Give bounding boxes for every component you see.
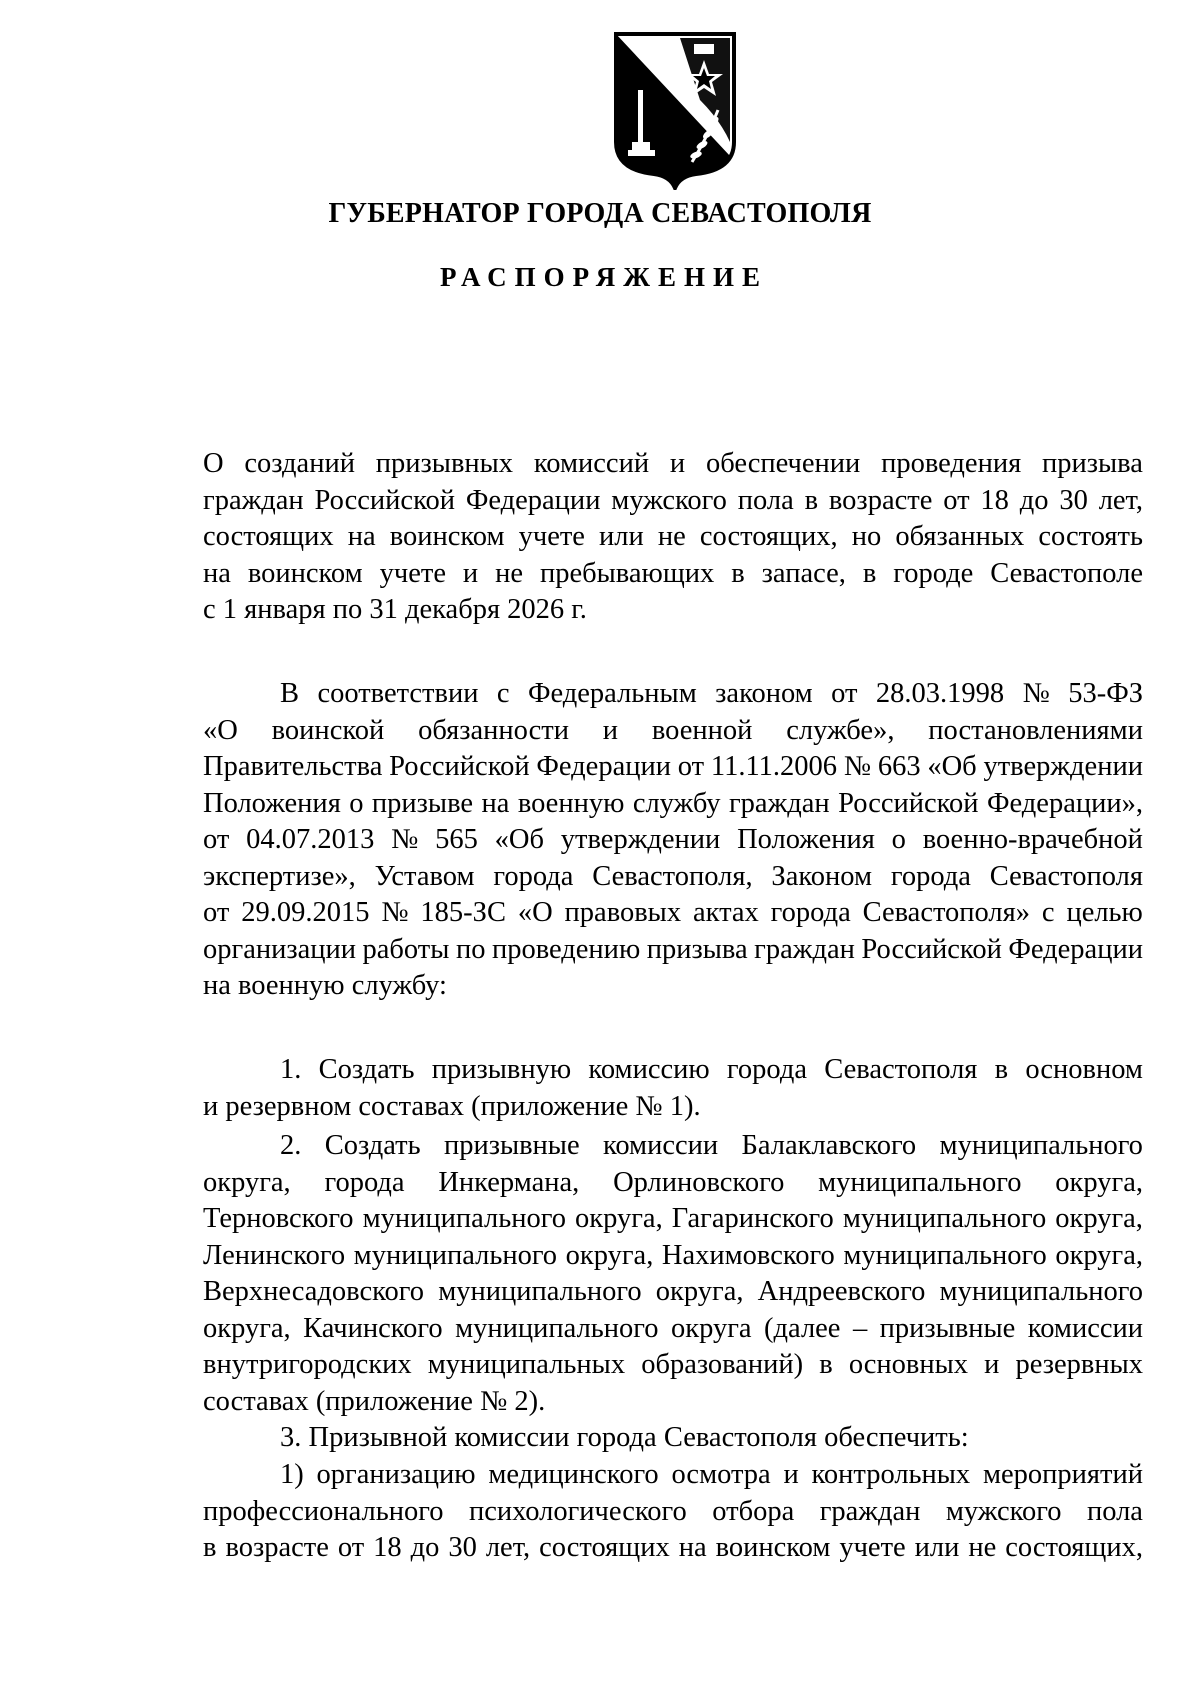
title-line: состоящих на воинском учете или не состоящих, но обязанных состоять	[203, 521, 1143, 552]
preamble-paragraph	[203, 676, 1143, 1005]
title-line: О созданий призывных комиссий и обеспечении проведения призыва	[203, 448, 1143, 479]
preamble-line: организации работы по проведению призыва граждан Российской Федерации	[203, 933, 1143, 965]
preamble-line: Положения о призыве на военную службу граждан Российской Федерации»,	[203, 787, 1143, 819]
title-line: на воинском учете и не пребывающих в запасе, в городе Севастополе	[203, 557, 1143, 589]
item-2-line: округа, города Инкермана, Орлиновского муниципального округа,	[203, 1166, 1143, 1198]
preamble-line: экспертизе», Уставом города Севастополя, Законом города Севастополя	[203, 860, 1143, 892]
item-1-line: и резервном составах (приложение № 1).	[203, 1090, 701, 1122]
item-2-paragraph	[203, 1128, 1143, 1420]
item-3-paragraph	[203, 1420, 1143, 1457]
sevastopol-coat-of-arms-icon	[610, 30, 740, 190]
item-1-line: 1. Создать призывную комиссию города Севастополя в основном	[280, 1054, 1143, 1085]
item-3-1-paragraph	[203, 1457, 1143, 1567]
item-2-line: округа, Качинского муниципального округа (далее – призывные комиссии	[203, 1312, 1143, 1344]
item-3-1-line: в возрасте от 18 до 30 лет, состоящих на воинском учете или не состоящих,	[203, 1532, 1143, 1563]
item-3-1-line: профессионального психологического отбора граждан мужского пола	[203, 1495, 1143, 1527]
preamble-line: «О воинской обязанности и военной службе», постановлениями	[203, 714, 1143, 746]
document-type-heading: РАСПОРЯЖЕНИЕ	[439, 262, 769, 292]
item-2-line: Верхнесадовского муниципального округа, Андреевского муниципального	[203, 1276, 1143, 1307]
preamble-line: на военную службу:	[203, 970, 447, 1001]
item-1-paragraph	[203, 1052, 1143, 1125]
preamble-line: от 04.07.2013 № 565 «Об утверждении Положения о военно-врачебной	[203, 824, 1143, 855]
item-2-line: Ленинского муниципального округа, Нахимовского муниципального округа,	[203, 1239, 1143, 1271]
document-title	[203, 446, 1143, 629]
title-line: граждан Российской Федерации мужского пола в возрасте от 18 до 30 лет,	[203, 484, 1143, 516]
preamble-line: В соответствии с Федеральным законом от 28.03.1998 № 53-ФЗ	[280, 678, 1143, 709]
item-2-line: Терновского муниципального округа, Гагаринского муниципального округа,	[203, 1203, 1143, 1234]
issuer-heading: ГУБЕРНАТОР ГОРОДА СЕВАСТОПОЛЯ	[328, 198, 872, 229]
item-3-1-line: 1) организацию медицинского осмотра и контрольных мероприятий	[280, 1459, 1143, 1490]
item-2-line: 2. Создать призывные комиссии Балаклавского муниципального	[280, 1130, 1143, 1161]
item-2-line: составах (приложение № 2).	[203, 1385, 546, 1417]
preamble-line: от 29.09.2015 № 185-ЗС «О правовых актах города Севастополя» с целью	[203, 897, 1143, 928]
preamble-line: Правительства Российской Федерации от 11.11.2006 № 663 «Об утверждении	[203, 751, 1143, 782]
title-line: с 1 января по 31 декабря 2026 г.	[203, 594, 587, 625]
item-2-line: внутригородских муниципальных образований) в основных и резервных	[203, 1349, 1143, 1380]
item-3-line: 3. Призывной комиссии города Севастополя обеспечить:	[280, 1422, 969, 1453]
